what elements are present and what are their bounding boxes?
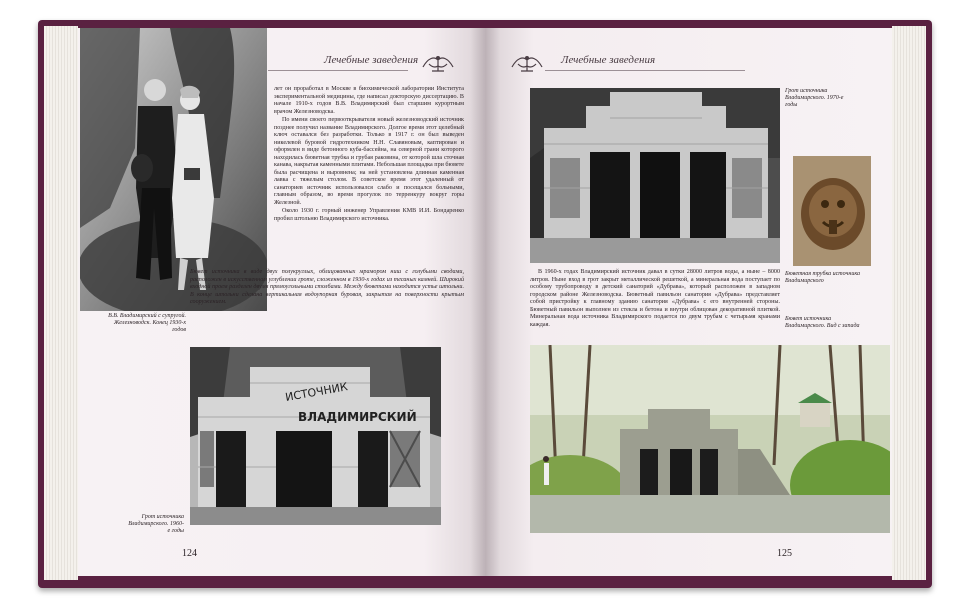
- page-number-right: 125: [777, 548, 792, 559]
- body-text-left: [274, 86, 464, 224]
- caption-couple: В.В. Владимирский с супругой. Железноводск. Конец 1930-х годов: [108, 313, 186, 333]
- page-edges-right: [892, 26, 926, 580]
- page-number-left: 124: [182, 548, 197, 559]
- page-edges-left: [44, 26, 78, 580]
- body-paragraph: Около 1930 г. горный инженер Управления КМВ И.И. Бондаренко пробил штольню Владимирского источника.: [274, 208, 464, 222]
- body-text-right: [530, 269, 780, 330]
- photo-grotto-1970s: [530, 88, 780, 263]
- sign-text-1: ИСТОЧНИК: [284, 380, 349, 404]
- page-header-left: Лечебные заведения: [324, 54, 419, 66]
- header-rule-right: [545, 70, 745, 71]
- body-paragraph: По имени своего первооткрывателя новый железноводский источник позднее получил название Владимирского. Долгое время этот целебный ключ оставался без разработки. Только в 1917 г. он был выведен никелевой буровой гидротехником Н.Н. Славяновым, каптирован и оформлен в виде бетонного куба-бассейна, на северной грани которого находилась бюветная трубка и грубая раковина, от которой шла сточная канава, накрытая каменными плитами. Небольшая площадка при бювете была расчищена и выровнена; на ней установлена длинная каменная лавка с тяжелым столом. В советское время этот удаленный от санаториев источник использовался слабо и посещался больными, главным образом, во время прогулок по терренкуру вокруг горы Железной.: [274, 117, 464, 206]
- photo-grotto-1960s: [190, 347, 441, 525]
- sign-text-2: ВЛАДИМИРСКИЙ: [298, 410, 417, 424]
- ornament-griffin-icon: [420, 52, 456, 74]
- caption-grotto-1970s: Грот источника Владимирского. 1970-е годы: [785, 88, 844, 108]
- body-paragraph: лет он проработал в Москве в биохимической лаборатории Института экспериментальной медицины, где написал докторскую диссертацию. В начале 1910-х годов В.В. Владимирский был старшим курортным врачом Железноводска.: [274, 86, 464, 115]
- photo-grotto-color: [530, 345, 890, 533]
- caption-west-view: Бювет источника Владимирского. Вид с запада: [785, 316, 860, 329]
- caption-spout: Бюветная трубка источника Владимирского: [785, 271, 860, 284]
- left-page: [78, 28, 485, 576]
- italic-description: Бювет источника в виде двух полукруглых, облицованных мрамором ниш с голубыми сводами, расположен в искусственном углублении гроте, сложенном в 1930-х годах из тесаных камней. Широкий входной проем разделен двумя прямоугольными столбами. Между бюветами находится устье штольни. В конце штольни сделана вертикальная водоупорная буровая, закрытая на поверхности крытым сооружением.: [190, 269, 464, 305]
- ornament-griffin-icon: [509, 52, 545, 74]
- caption-grotto-1960s: Грот источника Владимирского. 1960-е годы: [128, 514, 184, 534]
- page-header-right: Лечебные заведения: [561, 54, 656, 66]
- right-page: [485, 28, 892, 576]
- photo-spout: [793, 156, 871, 266]
- body-paragraph: В 1960-х годах Владимирский источник давал в сутки 28000 литров воды, а ныне – 8000 литров. Ныне вход в грот закрыт металлической решеткой, а минеральная вода поступает по особому трубопроводу в детский санаторий «Дубрава», который расположен в западном городском районе Железноводска. Бюветный павильон санатория «Дубрава» представляет собой пристройку к главному зданию санатория «Дубрава» с его внутренней стороны. Бюветный павильон выполнен из стекла и бетона и внутри облицован декоративной плиткой. Минеральная вода источника Владимирского подается по двум трубам с четырьмя кранами каждая.: [530, 269, 780, 328]
- header-rule-left: [268, 70, 408, 71]
